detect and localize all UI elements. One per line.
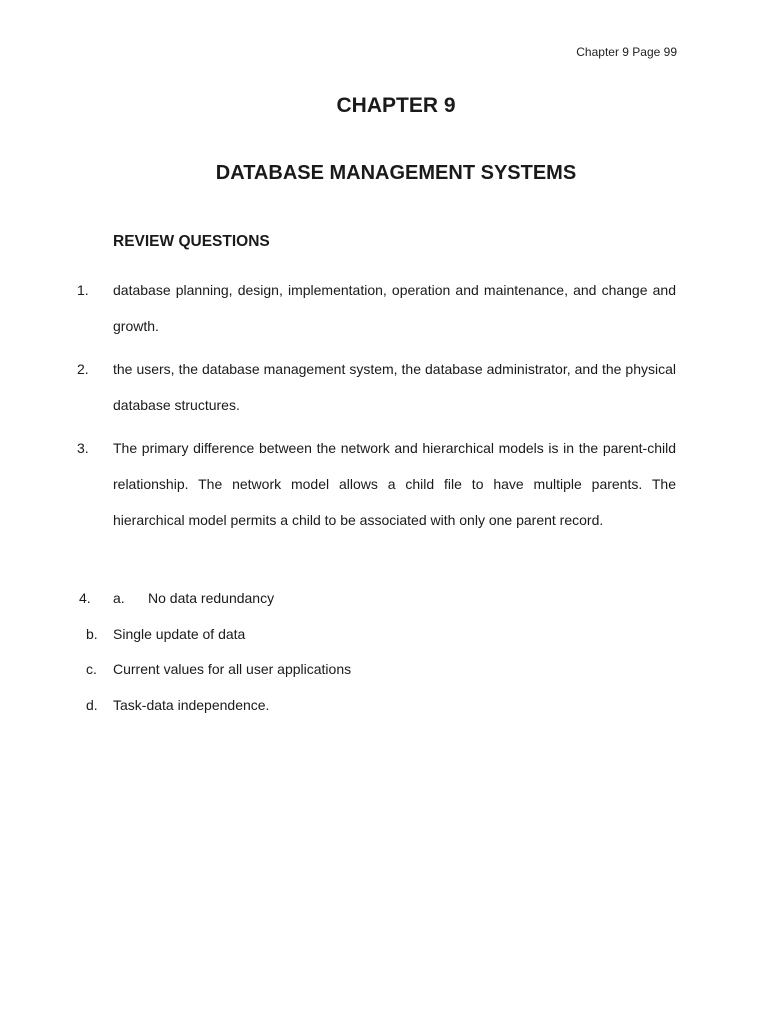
sub-item-label: a.	[113, 590, 125, 606]
running-header: Chapter 9 Page 99	[576, 45, 677, 59]
sub-item-text: Single update of data	[113, 626, 246, 642]
answer-number: 2.	[77, 361, 89, 377]
answer-text: The primary difference between the network and hierarchical models is in the parent-child relationship. The network model allows a child file to have multiple parents. The hierarchical model permits a child to be associated with only one parent record.	[113, 440, 676, 528]
chapter-subtitle: DATABASE MANAGEMENT SYSTEMS	[215, 162, 577, 184]
answer-number: 1.	[77, 282, 89, 298]
answer-number: 3.	[77, 440, 89, 456]
section-heading: REVIEW QUESTIONS	[113, 233, 270, 250]
answer-number: 4.	[79, 590, 91, 606]
chapter-title: CHAPTER 9	[336, 94, 456, 117]
sub-item-label: b.	[86, 626, 98, 642]
answer-text: the users, the database management system, the database administrator, and the physical database structures.	[113, 361, 676, 413]
sub-item-label: d.	[86, 697, 98, 713]
sub-item-label: c.	[86, 661, 97, 677]
sub-item-text: Task-data independence.	[113, 697, 270, 713]
sub-item-text: No data redundancy	[148, 590, 275, 606]
sub-item-text: Current values for all user applications	[113, 661, 352, 677]
answer-text: database planning, design, implementation, operation and maintenance, and change and growth.	[113, 282, 676, 334]
